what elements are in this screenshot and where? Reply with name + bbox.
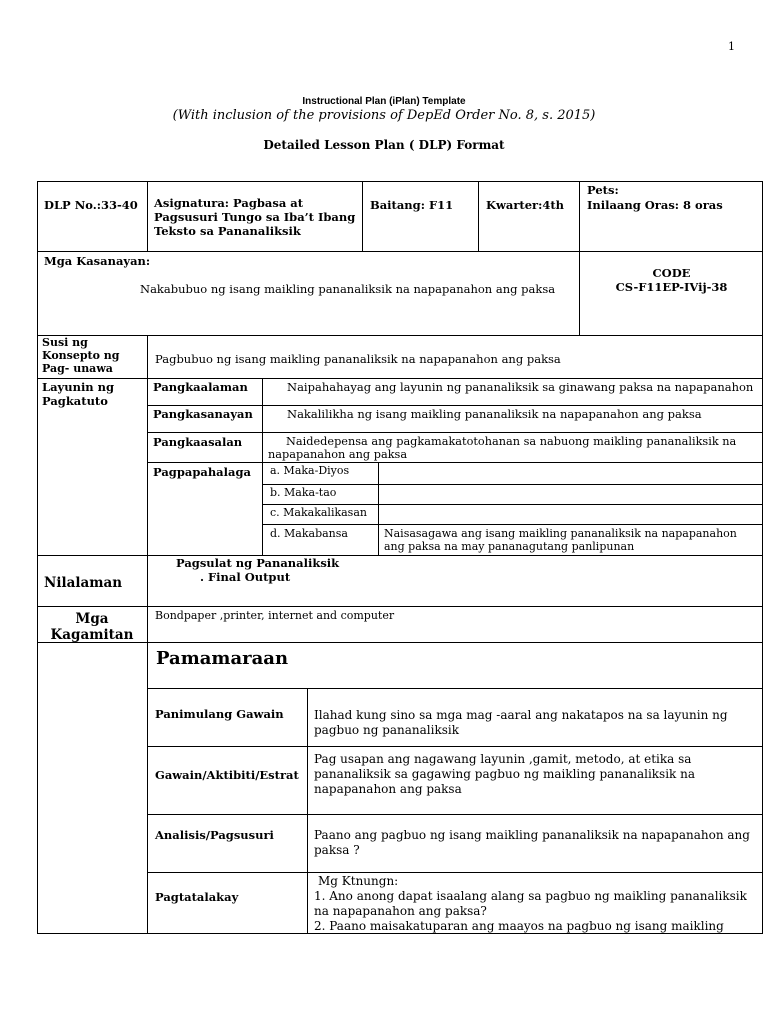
col-divider	[478, 181, 479, 251]
baitang: Baitang: F11	[370, 198, 454, 212]
col-divider	[147, 335, 148, 934]
value-maka-tao: b. Maka-tao	[270, 486, 337, 499]
pagtatalakay-question-1: 1. Ano anong dapat isaalang alang sa pagbuo ng maikling pananaliksik na napapanahon ang paksa?	[314, 889, 747, 918]
row-divider	[147, 462, 763, 463]
col-divider	[579, 181, 580, 335]
value-makabansa: d. Makabansa	[270, 527, 348, 540]
kasanayan-label: Mga Kasanayan:	[44, 254, 151, 268]
row-divider	[147, 746, 763, 747]
pangkaasalan-label: Pangkaasalan	[153, 435, 243, 449]
panimulang-text: Ilahad kung sino sa mga mag -aaral ang nakatapos na sa layunin ng pagbuo ng pananaliksik	[314, 708, 728, 737]
col-divider	[262, 378, 263, 555]
col-divider	[147, 181, 148, 251]
nilalaman-line1: Pagsulat ng Pananaliksik	[176, 556, 340, 570]
value-makakalikasan: c. Makakalikasan	[270, 506, 367, 519]
kagamitan-label: Mga Kagamitan	[50, 611, 134, 643]
analisis-label: Analisis/Pagsusuri	[155, 828, 274, 842]
col-divider	[362, 181, 363, 251]
pagpapahalaga-label: Pagpapahalaga	[153, 465, 251, 479]
code-label: CODE	[652, 266, 691, 280]
pangkaalaman-text: Naipahahayag ang layunin ng pananaliksik sa ginawang paksa na napapanahon	[287, 380, 754, 394]
row-divider	[37, 251, 763, 252]
pangkaasalan-text: Naidedepensa ang pagkamakatotohanan sa nabuong maikling pananaliksik na napapanahon ang paksa	[268, 435, 737, 461]
row-divider	[37, 378, 763, 379]
susi-text: Pagbubuo ng isang maikling pananaliksik na napapanahon ang paksa	[155, 352, 561, 366]
nilalaman-line2: . Final Output	[200, 570, 291, 584]
panimulang-label: Panimulang Gawain	[155, 707, 284, 721]
pagtatalakay-heading: Mg Ktnungn:	[318, 874, 399, 888]
kwarter: Kwarter:4th	[486, 198, 565, 212]
susi-label: Susi ng Konsepto ng Pag- unawa	[42, 336, 120, 375]
provision-note: (With inclusion of the provisions of DepEd Order No. 8, s. 2015)	[172, 108, 596, 123]
nilalaman-label: Nilalaman	[44, 575, 123, 591]
pagtatalakay-question-2: 2. Paano maisakatuparan ang maayos na pagbuo ng isang maikling	[314, 919, 724, 933]
pamamaraan-title: Pamamaraan	[156, 648, 289, 669]
asignatura: Asignatura: Pagbasa at Pagsusuri Tungo sa Iba’t Ibang Teksto sa Pananaliksik	[154, 196, 356, 238]
row-divider	[147, 872, 763, 873]
row-divider	[262, 504, 763, 505]
row-divider	[147, 432, 763, 433]
layunin-label: Layunin ng Pagkatuto	[42, 380, 115, 408]
pagtatalakay-label: Pagtatalakay	[155, 890, 239, 904]
gawain-label: Gawain/Aktibiti/Estrat	[155, 768, 299, 782]
col-divider	[307, 688, 308, 934]
template-title: Instructional Plan (iPlan) Template	[302, 96, 466, 107]
row-divider	[147, 688, 763, 689]
row-divider	[262, 484, 763, 485]
row-divider	[147, 814, 763, 815]
gawain-text: Pag usapan ang nagawang layunin ,gamit, metodo, at etika sa pananaliksik sa gagawing pagbuo ng maikling pananaliksik na napapanahon ang paksa	[314, 752, 696, 796]
pets-label: Pets:	[587, 183, 619, 197]
analisis-text: Paano ang pagbuo ng isang maikling pananaliksik na napapanahon ang paksa ?	[314, 828, 750, 857]
inilaang-oras: Inilaang Oras: 8 oras	[587, 198, 723, 212]
row-divider	[37, 606, 763, 607]
makabansa-text: Naisasagawa ang isang maikling pananaliksik na napapanahon ang paksa na may pananagutang panlipunan	[384, 527, 737, 553]
page-number: 1	[728, 40, 735, 53]
code-value: CS-F11EP-IVij-38	[615, 280, 728, 294]
pangkasanayan-label: Pangkasanayan	[153, 407, 253, 421]
format-title: Detailed Lesson Plan ( DLP) Format	[263, 138, 505, 152]
kasanayan-text: Nakabubuo ng isang maikling pananaliksik na napapanahon ang paksa	[140, 282, 556, 296]
pangkasanayan-text: Nakalilikha ng isang maikling pananaliksik na napapanahon ang paksa	[287, 407, 702, 421]
row-divider	[262, 524, 763, 525]
col-divider	[378, 462, 379, 555]
value-maka-diyos: a. Maka-Diyos	[270, 464, 350, 477]
pangkaalaman-label: Pangkaalaman	[153, 380, 248, 394]
dlp-number: DLP No.:33-40	[44, 198, 138, 212]
kagamitan-text: Bondpaper ,printer, internet and computer	[155, 609, 395, 622]
row-divider	[147, 405, 763, 406]
